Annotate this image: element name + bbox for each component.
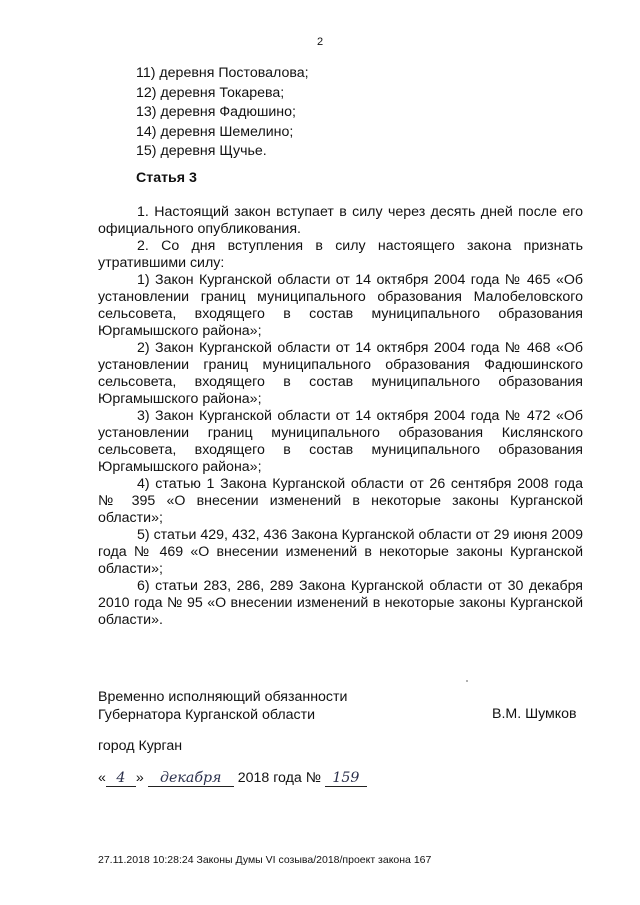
city: город Курган — [98, 738, 183, 754]
page-number: 2 — [316, 36, 324, 48]
village-list — [136, 64, 309, 162]
footer: 27.11.2018 10:28:24 Законы Думы VI созыва/2018/проект закона 167 — [98, 854, 432, 866]
list-item: 15) деревня Щучье. — [136, 143, 267, 159]
date-close-quote: » — [135, 770, 144, 786]
paragraph: 2. Со дня вступления в силу настоящего закона признать утратившими силу: — [98, 238, 583, 271]
date-month: декабря — [148, 770, 234, 787]
date-day: 4 — [106, 770, 136, 787]
paragraph: 3) Закон Курганской области от 14 октября 2004 года № 472 «Об установлении границ муниципального образования Кислянского сельсовета, входящего в состав муниципального образования Юргамышского района»; — [98, 408, 583, 475]
signature-name: В.М. Шумков — [492, 706, 577, 722]
list-item: 11) деревня Постовалова; — [136, 65, 309, 81]
paragraph: 5) статьи 429, 432, 436 Закона Курганской области от 29 июня 2009 года № 469 «О внесении изменений в некоторые законы Курганской области»; — [98, 527, 583, 577]
list-item: 14) деревня Шемелино; — [136, 123, 294, 140]
paragraph: 4) статью 1 Закона Курганской области от 26 сентября 2008 года № 395 «О внесении изменений в некоторые законы Курганской области»; — [98, 476, 583, 526]
signature-title-line: Губернатора Курганской области — [98, 707, 316, 723]
signature-title-line: Временно исполняющий обязанности — [98, 689, 348, 705]
date-year-text: 2018 года № — [237, 770, 321, 786]
list-item: 13) деревня Фадюшино; — [136, 104, 296, 120]
paragraph: 1) Закон Курганской области от 14 октября 2004 года № 465 «Об установлении границ муниципального образования Малобеловского сельсовета, входящего в состав муниципального образования Юргамышского района»; — [98, 272, 583, 339]
scan-dot — [466, 680, 468, 682]
paragraph: 6) статьи 283, 286, 289 Закона Курганской области от 30 декабря 2010 года № 95 «О внесении изменений в некоторые законы Курганской области». — [98, 578, 583, 628]
paragraph: 1. Настоящий закон вступает в силу через десять дней после его официального опубликования. — [98, 204, 583, 237]
article-heading: Статья 3 — [136, 170, 197, 186]
list-item: 12) деревня Токарева; — [136, 84, 285, 101]
date-line — [98, 770, 367, 787]
date-open-quote: « — [98, 770, 106, 786]
date-number: 159 — [325, 770, 367, 787]
article-body — [98, 204, 583, 629]
paragraph: 2) Закон Курганской области от 14 октября 2004 года № 468 «Об установлении границ муниципального образования Фадюшинского сельсовета, входящего в состав муниципального образования Юргамышского района»; — [98, 340, 583, 407]
signature-title — [98, 688, 347, 724]
